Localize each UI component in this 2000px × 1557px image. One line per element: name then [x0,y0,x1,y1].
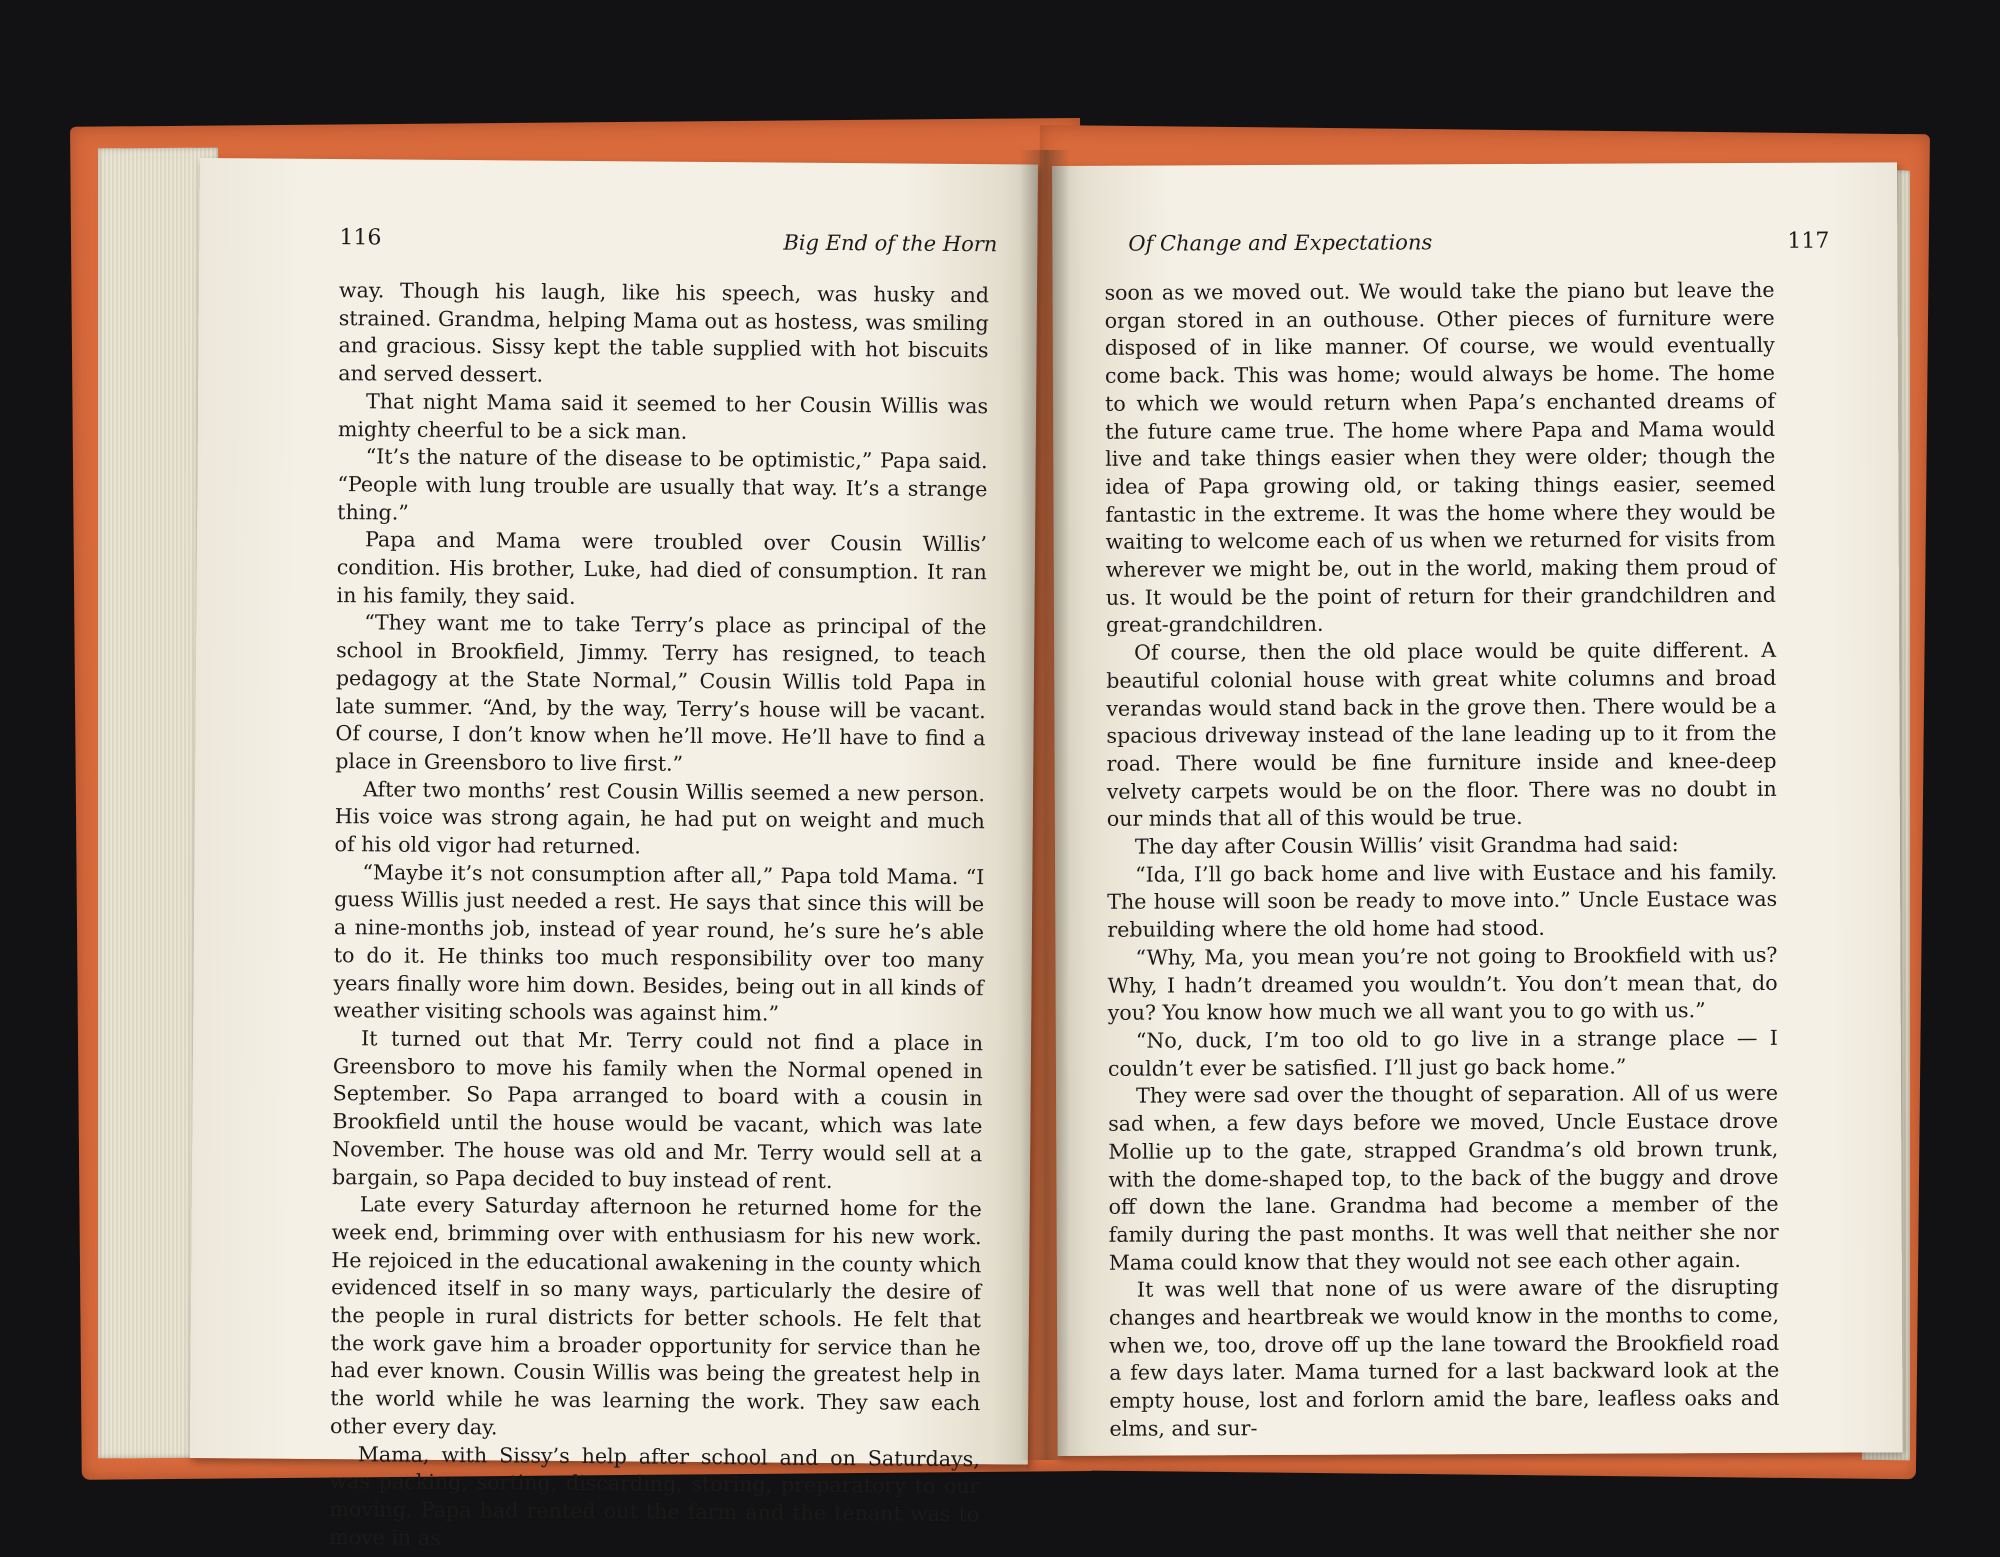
page-number: 117 [1787,228,1830,254]
paragraph: Papa and Mama were troubled over Cousin Willis’ condition. His brother, Luke, had died of consumption. It ran in his family, they said. [336,527,988,609]
paragraph: Of course, then the old place would be quite different. A beautiful colonial house with great white columns and broad verandas would stand back in the grove then. There would be a spacious driveway instead of the lane leading up to it from the road. There would be fine furniture inside and knee-deep velvety carpets would be on the floor. There was no doubt in our minds that all of this would be true. [1106,637,1777,832]
paragraph: “Ida, I’ll go back home and live with Eustace and his family. The house will soon be ready to move into.” Uncle Eustace was rebuilding where the old home had stood. [1107,859,1778,942]
paragraph: After two months’ rest Cousin Willis seemed a new person. His voice was strong again, he had put on weight and much of his old vigor had returned. [334,776,986,859]
paragraph: It turned out that Mr. Terry could not find a place in Greensboro to move his family when the Normal opened in September. So Papa arranged to board with a cousin in Brookfield until the house would be vacant, which was late November. The house was old and Mr. Terry would sell at a bargain, so Papa decided to buy instead of rent. [331,1026,984,1193]
body-text [329,277,989,1556]
running-header-title: Of Change and Expectations [1128,230,1433,256]
paragraph: Late every Saturday afternoon he returned home for the week end, brimming over with enthusiasm for his new work. He rejoiced in the educational awakening in the county which evidenced itself in so many ways, particularly the desire of the people in rural districts for better schools. He felt that the work gave him a broader opportunity for service than he had ever known. Cousin Willis was being the greatest help in the world while he was learning the work. They saw each other every day. [329,1192,982,1440]
paragraph: Mama, with Sissy’s help after school and on Saturdays, was packing, sorting, discarding, storing, preparatory to our moving. Papa had rented out the farm and the tenant was to move in as [329,1441,980,1550]
running-header-title: Big End of the Horn [783,230,998,257]
body-text [1104,277,1779,1443]
paragraph: “Why, Ma, you mean you’re not going to Brookfield with us? Why, I hadn’t dreamed you wouldn’t. You don’t mean that, do you? You know how much we all want you to go with us.” [1107,942,1778,1026]
paragraph: “They want me to take Terry’s place as principal of the school in Brookfield, Jimmy. Terry has resigned, to teach pedagogy at the State Normal,” Cousin Willis told Papa in late summer. “And, by the way, Terry’s house will be vacant. Of course, I don’t know when he’ll move. He’ll have to find a place in Greensboro to live first.” [335,610,987,776]
page-number: 116 [339,225,382,251]
paragraph: They were sad over the thought of separation. All of us were sad when, a few days before we moved, Uncle Eustace drove Mollie up to the gate, strapped Grandma’s old brown trunk, with the dome-shaped top, to the back of the buggy and drove off down the lane. Grandma had become a member of the family during the past months. It was well that neither she nor Mama could know that they would not see each other again. [1108,1081,1779,1275]
paragraph: It was well that none of us were aware of the disrupting changes and heartbreak we would know in the months to come, when we, too, drove off up the lane toward the Brookfield road a few days later. Mama turned for a last backward look at the empty house, lost and forlorn amid the bare, leafless oaks and elms, and sur- [1108,1275,1780,1441]
paragraph: The day after Cousin Willis’ visit Grandma had said: [1134,832,1679,859]
paragraph: soon as we moved out. We would take the piano but leave the organ stored in an outhouse. Other pieces of furniture were disposed of in like manner. Of course, we would eventually come back. This was home; would always be home. The home to which we would return when Papa’s enchanted dreams of the future came true. The home where Papa and Mama would live and take things easier when they were older; though the idea of Papa growing old, or taking things easier, seemed fantastic in the extreme. It was the home where they would be waiting to welcome each of us when we returned for visits from wherever we might be, out in the world, making them proud of us. It would be the point of return for their grandchildren and great-grandchildren. [1104,277,1776,638]
right-page [1052,162,1903,1456]
paragraph: “No, duck, I’m too old to go live in a strange place — I couldn’t ever be satisfied. I’ll just go back home.” [1107,1025,1778,1081]
paragraph: That night Mama said it seemed to her Cousin Willis was mighty cheerful to be a sick man. [337,389,989,444]
paragraph: “Maybe it’s not consumption after all,” Papa told Mama. “I guess Willis just needed a rest. He says that since this will be a nine-months job, instead of year round, he’s sure he’s able to do it. He thinks too much responsibility over too many years finally wore him down. Besides, being out in all kinds of weather visiting schools was against him.” [333,860,985,1026]
paragraph: “It’s the nature of the disease to be optimistic,” Papa said. “People with lung trouble are usually that way. It’s a strange thing.” [337,444,988,525]
book-gutter [1020,150,1070,1460]
left-page [190,158,1038,1550]
paragraph: way. Though his laugh, like his speech, was husky and strained. Grandma, helping Mama out as hostess, was smiling and gracious. Sissy kept the table supplied with hot biscuits and served dessert. [338,278,990,387]
